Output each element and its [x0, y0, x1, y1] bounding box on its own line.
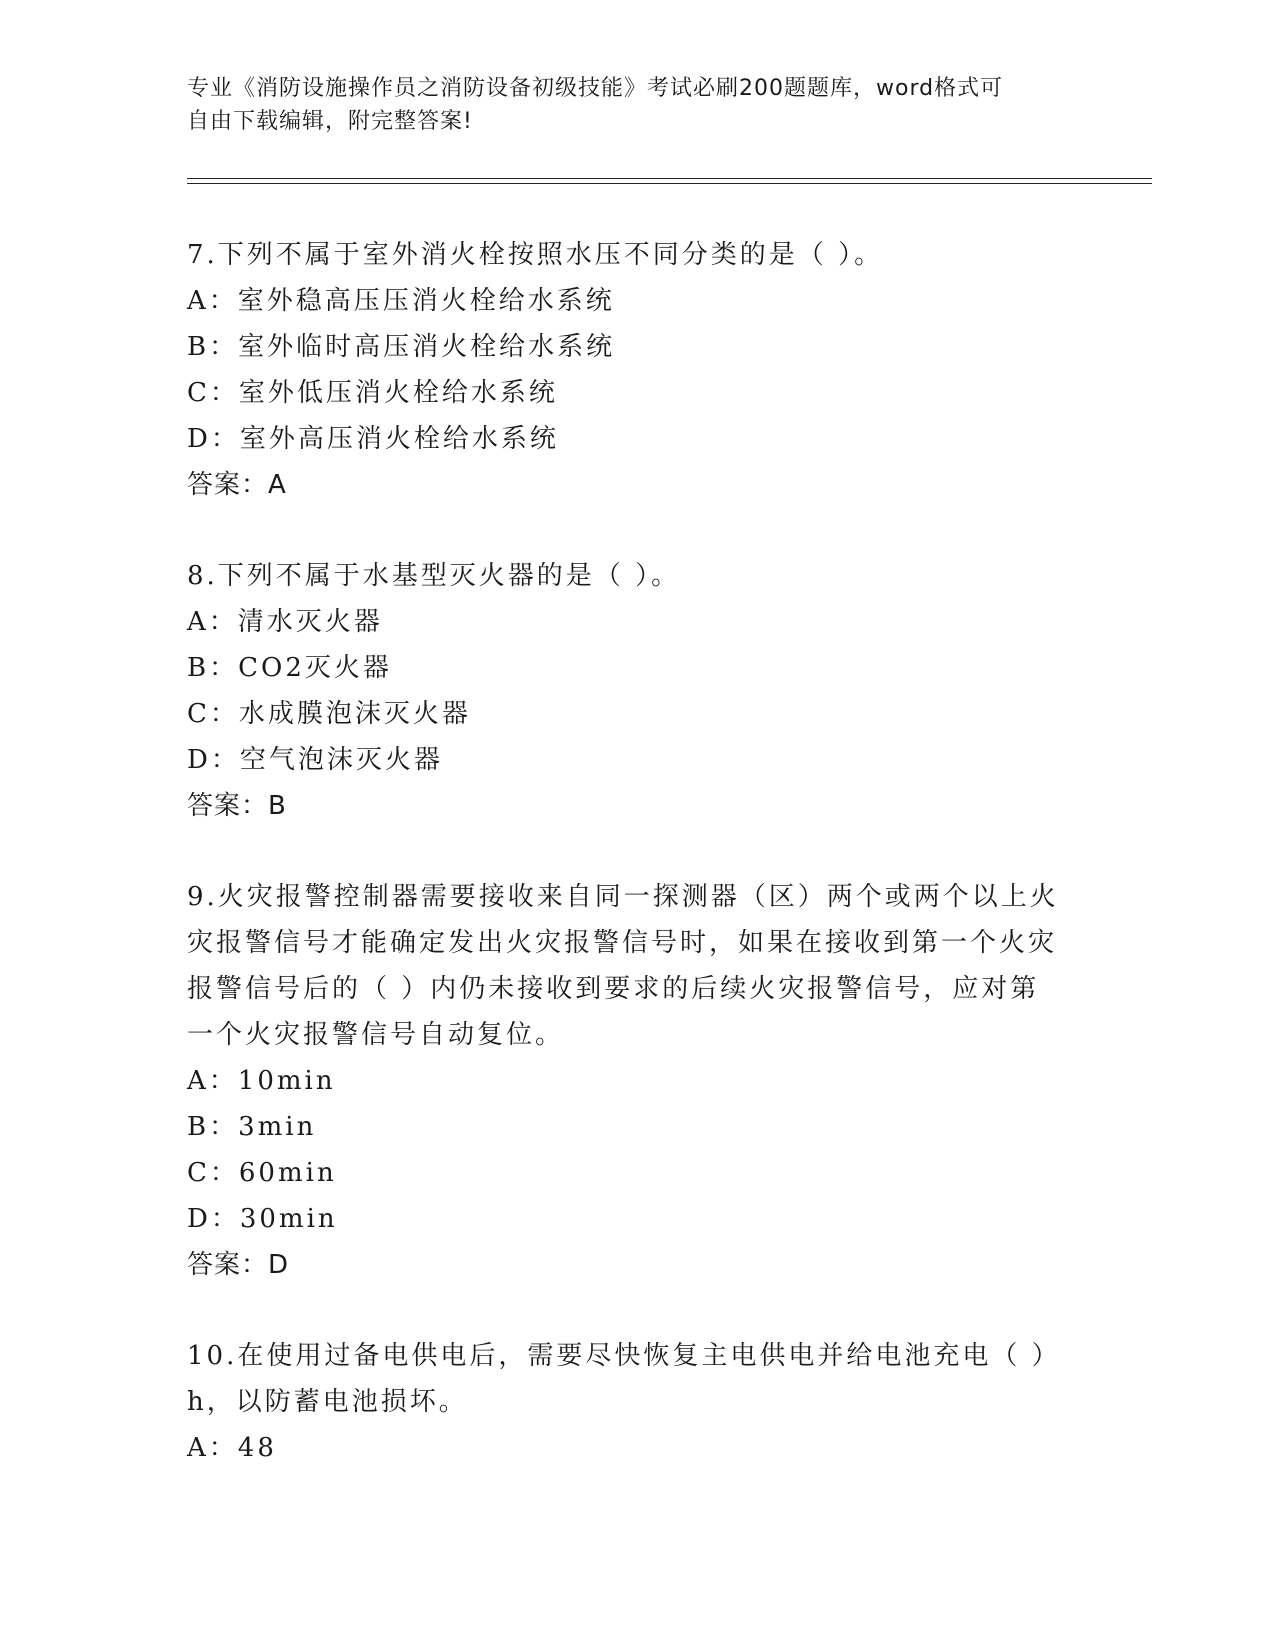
answer-label: 答案：A [187, 470, 287, 500]
question-stem: 7.下列不属于室外消火栓按照水压不同分类的是（ ）。 [187, 240, 884, 270]
option-a: A：48 [187, 1433, 277, 1463]
option-c: C：水成膜泡沫灭火器 [187, 699, 471, 729]
option-b: B：3min [187, 1112, 317, 1142]
option-d: D：空气泡沫灭火器 [187, 745, 443, 775]
question-stem-line: 报警信号后的（ ）内仍未接收到要求的后续火灾报警信号，应对第 [187, 974, 1040, 1004]
question-stem-line: 灾报警信号才能确定发出火灾报警信号时，如果在接收到第一个火灾 [187, 928, 1058, 958]
option-c: C：室外低压消火栓给水系统 [187, 378, 558, 408]
question-list [187, 232, 1067, 1516]
header-divider-bottom [187, 183, 1152, 184]
question-stem: 8.下列不属于水基型灭火器的是（ ）。 [187, 561, 681, 591]
option-a: A：室外稳高压压消火栓给水系统 [187, 286, 615, 316]
document-header [187, 72, 1067, 138]
option-a: A：清水灭火器 [187, 607, 383, 637]
question-stem-line: 10.在使用过备电供电后，需要尽快恢复主电供电并给电池充电（ ） [187, 1341, 1061, 1371]
header-line-2: 自由下载编辑，附完整答案! [187, 109, 473, 134]
header-divider-top [187, 178, 1152, 179]
question-9 [187, 874, 1067, 1288]
option-b: B：CO2灭火器 [187, 653, 392, 683]
header-line-1: 专业《消防设施操作员之消防设备初级技能》考试必刷200题题库，word格式可 [187, 76, 1004, 101]
question-stem-line: 一个火灾报警信号自动复位。 [187, 1020, 565, 1050]
option-c: C：60min [187, 1158, 337, 1188]
question-stem-line: h，以防蓄电池损坏。 [187, 1387, 468, 1417]
question-10 [187, 1333, 1067, 1471]
answer-label: 答案：D [187, 1250, 290, 1280]
option-d: D：室外高压消火栓给水系统 [187, 424, 559, 454]
option-d: D：30min [187, 1204, 338, 1234]
question-stem-line: 9.火灾报警控制器需要接收来自同一探测器（区）两个或两个以上火 [187, 882, 1059, 912]
question-7 [187, 232, 1067, 508]
answer-label: 答案：B [187, 791, 287, 821]
option-a: A：10min [187, 1066, 336, 1096]
option-b: B：室外临时高压消火栓给水系统 [187, 332, 616, 362]
question-8 [187, 553, 1067, 829]
